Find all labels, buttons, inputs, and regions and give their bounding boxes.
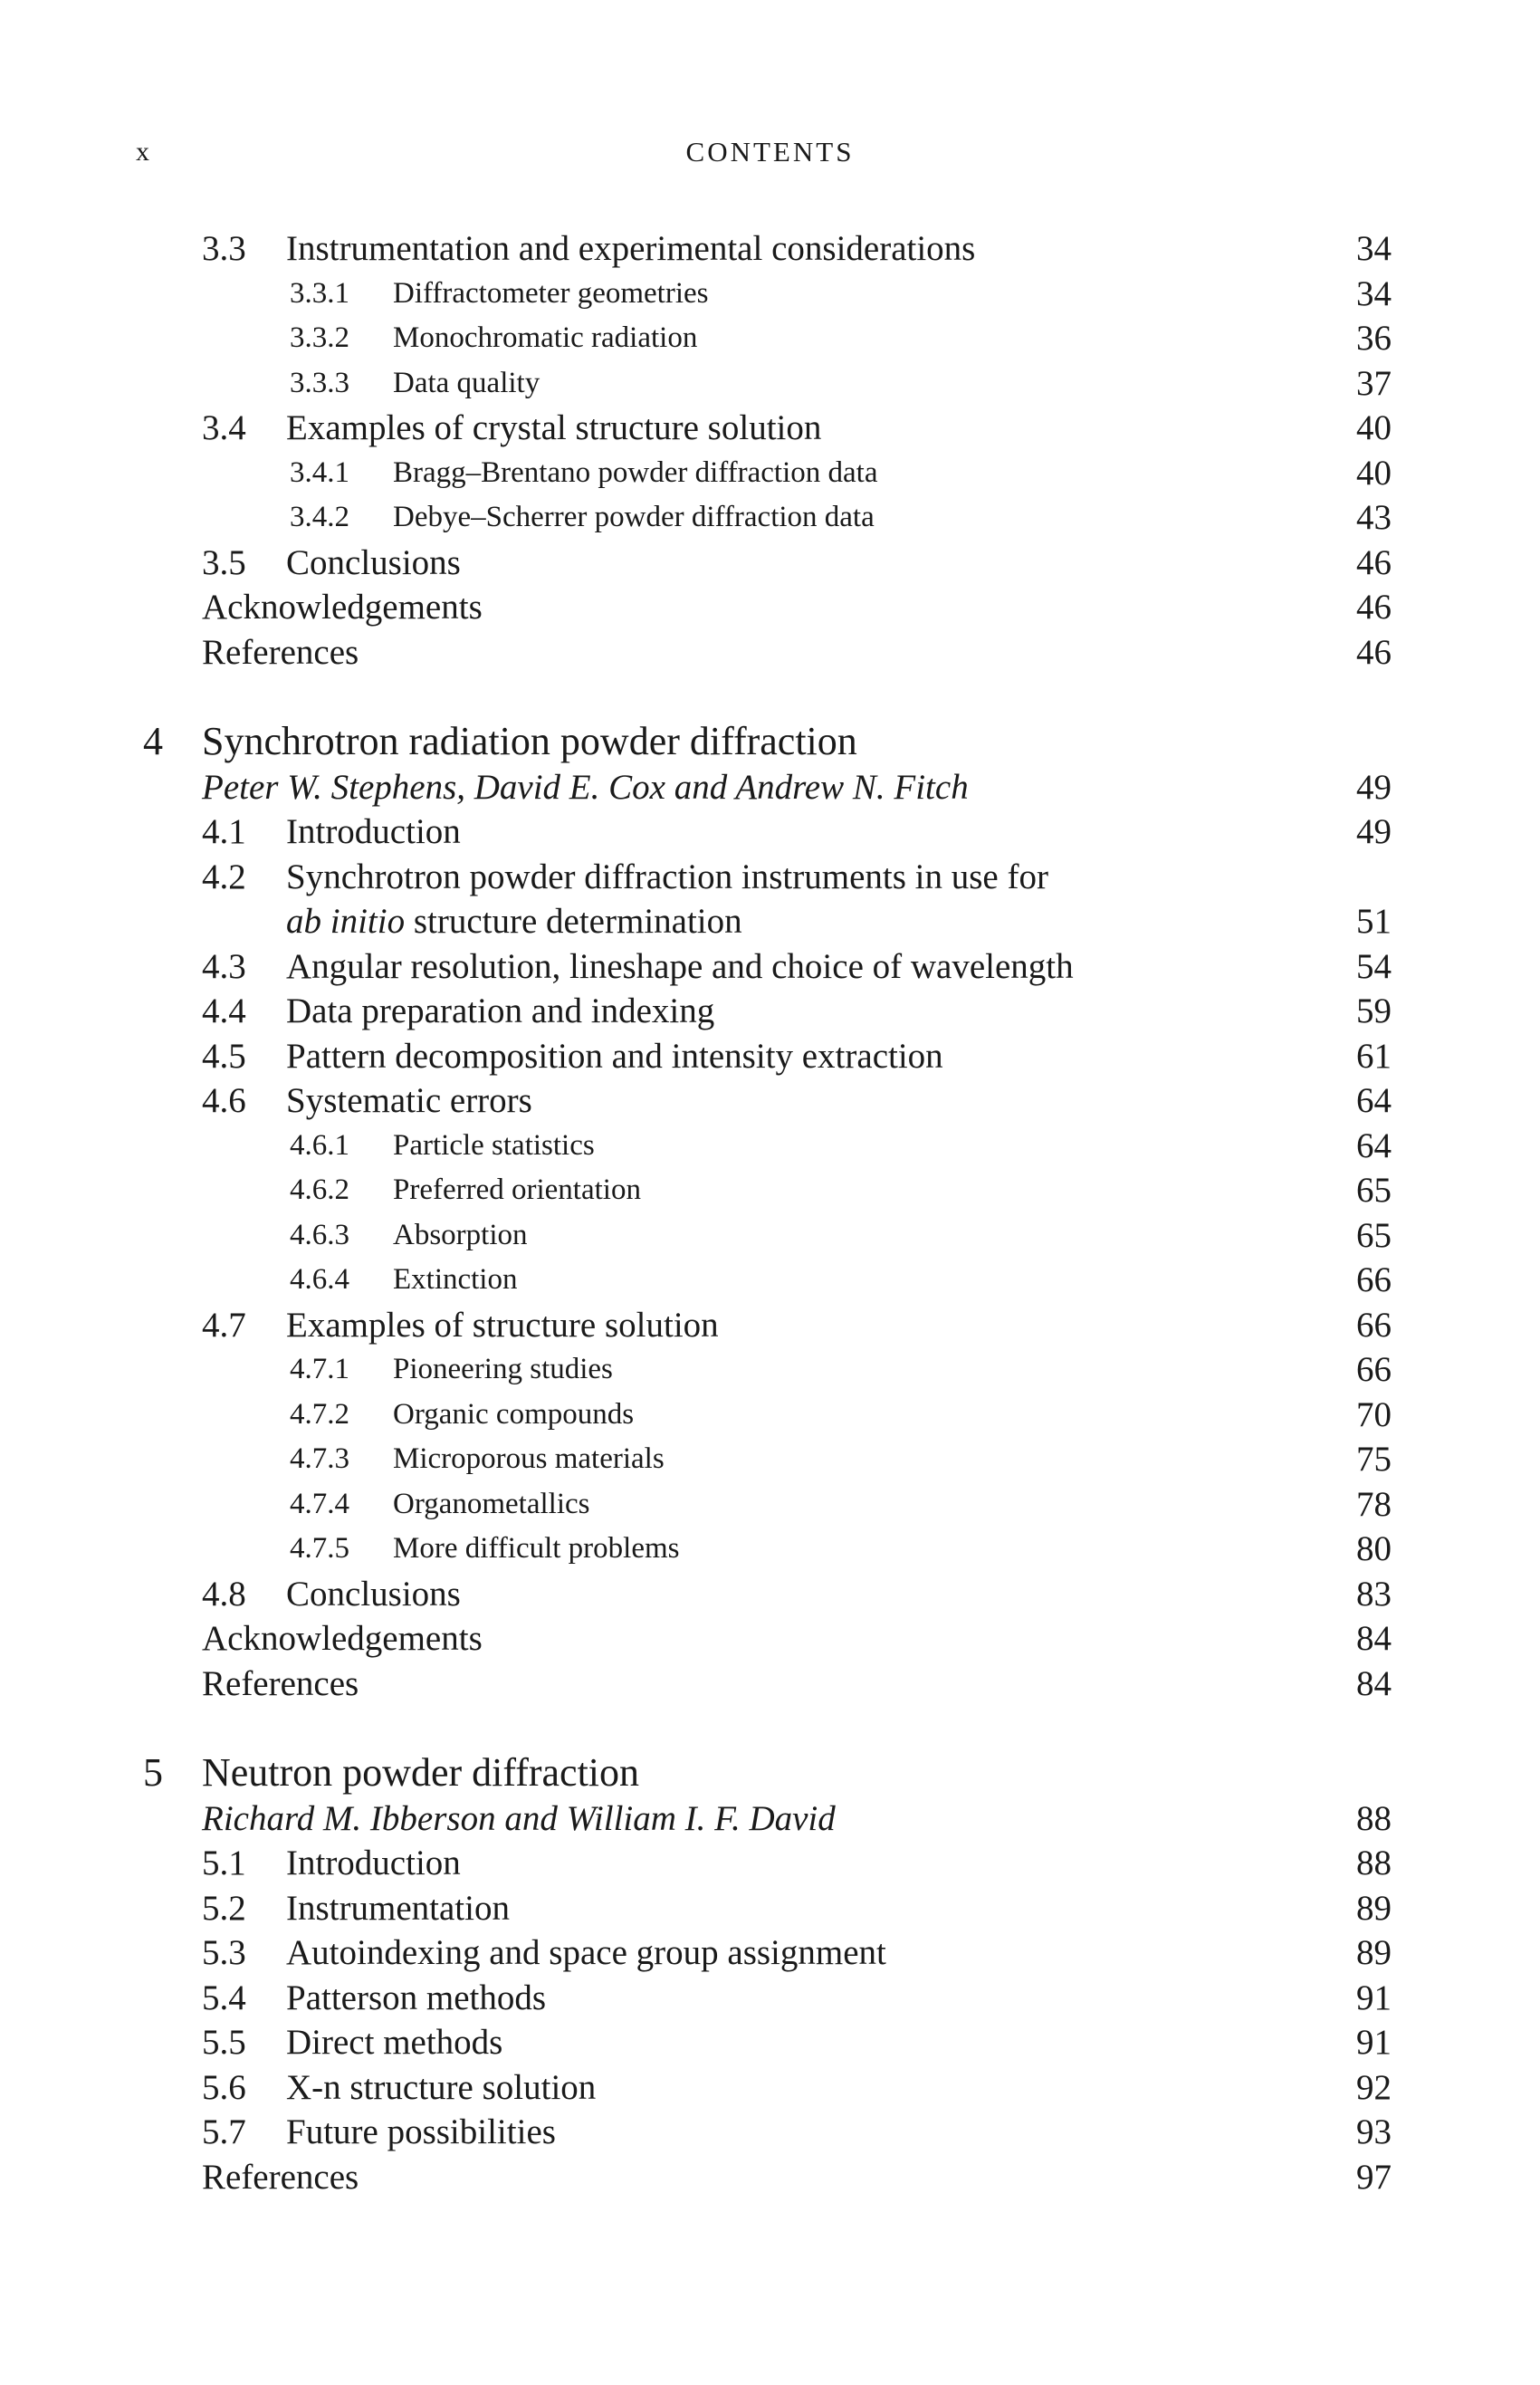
page-number: 46 [1356, 588, 1392, 627]
page-number: 84 [1356, 1619, 1392, 1658]
section-number: 5.4 [202, 1978, 246, 2017]
page-number: 49 [1356, 767, 1392, 807]
italic-term: ab initio [286, 902, 406, 941]
page-number: 80 [1356, 1529, 1392, 1568]
entry-title: References [202, 1663, 359, 1703]
toc-entry-4-8[interactable] [0, 1570, 1540, 1615]
section-title: Synchrotron powder diffraction instruments in use for [286, 857, 1048, 896]
toc-entry-4-6-4[interactable] [0, 1256, 1540, 1301]
entry-title: References [202, 632, 359, 672]
subsection-title: Debye–Scherrer powder diffraction data [393, 501, 875, 533]
toc-entry-5-3[interactable] [0, 1929, 1540, 1974]
section-number: 5.6 [202, 2067, 246, 2107]
section-title: Pattern decomposition and intensity extraction [286, 1036, 943, 1076]
subsection-title: Diffractometer geometries [393, 276, 709, 310]
subsection-title: Data quality [393, 366, 540, 399]
toc-entry-5-7[interactable] [0, 2108, 1540, 2153]
section-number: 4.5 [202, 1036, 246, 1076]
subsection-title: Absorption [393, 1218, 528, 1251]
toc-entry-3-4-2[interactable] [0, 493, 1540, 539]
subsection-title: More difficult problems [393, 1532, 680, 1565]
page-folio: x [136, 137, 149, 167]
page-number: 61 [1356, 1036, 1392, 1076]
section-title: Systematic errors [286, 1081, 532, 1120]
page-number: 66 [1356, 1350, 1392, 1389]
section-number: 4.7 [202, 1305, 246, 1345]
subsection-title: Pioneering studies [393, 1353, 613, 1385]
page-number: 34 [1356, 229, 1392, 268]
toc-entry-4-7-2[interactable] [0, 1391, 1540, 1436]
chapter-4-authors [0, 763, 1540, 809]
section-number: 5.1 [202, 1844, 246, 1882]
section-number: 4.1 [202, 812, 246, 851]
subsection-title: Organometallics [393, 1487, 590, 1520]
page-number: 92 [1356, 2067, 1392, 2107]
section-title: Angular resolution, lineshape and choice of wavelength [286, 946, 1074, 986]
page-number: 66 [1356, 1260, 1392, 1299]
section-number: 5.5 [202, 2023, 246, 2062]
page-number: 84 [1356, 1663, 1392, 1703]
subsection-number: 4.6.3 [290, 1218, 349, 1251]
page-number: 51 [1356, 902, 1392, 941]
toc-entry-4-5[interactable] [0, 1032, 1540, 1078]
chapter-5-heading[interactable] [0, 1749, 1540, 1795]
page-number: 37 [1356, 363, 1392, 403]
page-number: 88 [1356, 1844, 1392, 1882]
section-number: 4.3 [202, 946, 246, 986]
toc-entry-5-1[interactable] [0, 1839, 1540, 1884]
section-title: X-n structure solution [286, 2067, 597, 2107]
entry-title: References [202, 2157, 359, 2197]
chapter-authors: Peter W. Stephens, David E. Cox and Andrew N. Fitch [202, 767, 969, 807]
toc-entry-5-5[interactable] [0, 2018, 1540, 2064]
section-title: Autoindexing and space group assignment [286, 1933, 886, 1972]
toc-entry-ch3-acknowledgements[interactable] [0, 583, 1540, 628]
subsection-number: 4.7.1 [290, 1353, 349, 1385]
section-title: Instrumentation and experimental considerations [286, 229, 976, 268]
section-number: 4.8 [202, 1574, 246, 1614]
chapter-number: 4 [143, 719, 163, 763]
subsection-number: 3.3.1 [290, 276, 349, 310]
page-number: 54 [1356, 946, 1392, 986]
toc-entry-ch4-references[interactable] [0, 1660, 1540, 1705]
subsection-title: Monochromatic radiation [393, 321, 698, 354]
section-title: Future possibilities [286, 2112, 556, 2151]
subsection-number: 4.6.4 [290, 1263, 349, 1296]
toc-entry-4-6[interactable] [0, 1077, 1540, 1122]
section-number: 5.7 [202, 2112, 246, 2151]
page-number: 97 [1356, 2157, 1392, 2197]
page-number: 36 [1356, 319, 1392, 358]
toc-entry-4-6-2[interactable] [0, 1166, 1540, 1212]
subsection-title: Particle statistics [393, 1128, 595, 1162]
toc-entry-4-4[interactable] [0, 987, 1540, 1032]
section-number: 5.2 [202, 1888, 246, 1928]
toc-entry-5-2[interactable] [0, 1884, 1540, 1930]
section-title: Data preparation and indexing [286, 991, 715, 1030]
subsection-title: Extinction [393, 1263, 518, 1296]
toc-entry-3-3-1[interactable] [0, 270, 1540, 315]
toc-entry-3-4[interactable] [0, 404, 1540, 449]
running-head-title: CONTENTS [685, 136, 855, 168]
section-number: 5.3 [202, 1933, 246, 1972]
subsection-number: 3.3.3 [290, 366, 349, 399]
chapter-5-authors [0, 1795, 1540, 1840]
page-number: 43 [1356, 498, 1392, 537]
toc-entry-4-3[interactable] [0, 943, 1540, 988]
chapter-title: Neutron powder diffraction [202, 1750, 640, 1795]
section-number: 4.4 [202, 991, 246, 1030]
toc-entry-4-7-3[interactable] [0, 1435, 1540, 1480]
chapter-number: 5 [143, 1750, 163, 1795]
chapter-4-heading[interactable] [0, 718, 1540, 763]
entry-title: Acknowledgements [202, 1619, 483, 1658]
subsection-title: Microporous materials [393, 1442, 665, 1475]
page-number: 59 [1356, 991, 1392, 1030]
section-number: 4.2 [202, 857, 246, 896]
section-title-rest: structure determination [405, 902, 742, 941]
toc-entry-3-5[interactable] [0, 539, 1540, 584]
toc-entry-4-2[interactable] [0, 853, 1540, 898]
toc-entry-ch4-acknowledgements[interactable] [0, 1614, 1540, 1660]
section-title: Direct methods [286, 2023, 503, 2062]
subsection-number: 4.7.3 [290, 1442, 349, 1475]
toc-entry-4-7-5[interactable] [0, 1525, 1540, 1570]
section-number: 3.3 [202, 229, 246, 268]
page-number: 64 [1356, 1081, 1392, 1120]
subsection-title: Organic compounds [393, 1397, 635, 1431]
section-number: 4.6 [202, 1081, 246, 1120]
page-number: 65 [1356, 1171, 1392, 1210]
section-title: Instrumentation [286, 1888, 510, 1928]
page-number: 40 [1356, 453, 1392, 493]
section-title: Introduction [286, 812, 461, 851]
subsection-number: 3.4.2 [290, 501, 349, 533]
section-title: Examples of crystal structure solution [286, 408, 822, 447]
page-number: 65 [1356, 1215, 1392, 1255]
toc-entry-4-6-1[interactable] [0, 1122, 1540, 1167]
table-of-contents [0, 225, 1540, 2198]
page-number: 40 [1356, 408, 1392, 447]
toc-entry-4-6-3[interactable] [0, 1212, 1540, 1257]
page-number: 46 [1356, 542, 1392, 582]
subsection-title: Bragg–Brentano powder diffraction data [393, 455, 878, 489]
section-title-continued [286, 901, 742, 942]
chapter-title: Synchrotron radiation powder diffraction [202, 719, 857, 763]
toc-entry-ch5-references[interactable] [0, 2153, 1540, 2198]
section-title: Introduction [286, 1844, 461, 1882]
running-head [0, 134, 1540, 170]
page-number: 91 [1356, 1978, 1392, 2017]
page-number: 49 [1356, 812, 1392, 851]
section-title: Conclusions [286, 542, 461, 582]
toc-entry-4-7-4[interactable] [0, 1480, 1540, 1526]
subsection-number: 4.7.4 [290, 1487, 349, 1520]
section-number: 3.4 [202, 408, 246, 447]
page-number: 78 [1356, 1484, 1392, 1524]
section-title: Examples of structure solution [286, 1305, 719, 1345]
subsection-number: 4.7.2 [290, 1397, 349, 1431]
page-number: 64 [1356, 1125, 1392, 1165]
page-number: 66 [1356, 1305, 1392, 1345]
page-number: 34 [1356, 273, 1392, 313]
subsection-number: 4.6.1 [290, 1128, 349, 1162]
subsection-number: 3.4.1 [290, 455, 349, 489]
subsection-number: 4.6.2 [290, 1173, 349, 1206]
page-number: 89 [1356, 1888, 1392, 1928]
toc-entry-ch3-references[interactable] [0, 628, 1540, 674]
section-title: Conclusions [286, 1574, 461, 1614]
page-number: 83 [1356, 1574, 1392, 1614]
page-number: 88 [1356, 1798, 1392, 1838]
toc-entry-5-6[interactable] [0, 2064, 1540, 2109]
toc-entry-3-3-2[interactable] [0, 314, 1540, 359]
entry-title: Acknowledgements [202, 588, 483, 627]
subsection-number: 3.3.2 [290, 321, 349, 354]
page-number: 70 [1356, 1394, 1392, 1434]
toc-entry-3-3-3[interactable] [0, 359, 1540, 405]
page-number: 91 [1356, 2023, 1392, 2062]
page-number: 46 [1356, 632, 1392, 672]
page-number: 93 [1356, 2112, 1392, 2151]
chapter-authors: Richard M. Ibberson and William I. F. David [202, 1798, 836, 1838]
page-number: 75 [1356, 1440, 1392, 1479]
section-number: 3.5 [202, 542, 246, 582]
toc-entry-4-1[interactable] [0, 808, 1540, 853]
toc-entry-4-2-continued[interactable] [0, 897, 1540, 943]
page-number: 89 [1356, 1933, 1392, 1972]
toc-entry-4-7-1[interactable] [0, 1346, 1540, 1391]
subsection-title: Preferred orientation [393, 1173, 641, 1206]
toc-entry-3-3[interactable] [0, 225, 1540, 270]
toc-entry-3-4-1[interactable] [0, 449, 1540, 494]
toc-entry-5-4[interactable] [0, 1974, 1540, 2019]
toc-entry-4-7[interactable] [0, 1301, 1540, 1346]
subsection-number: 4.7.5 [290, 1532, 349, 1565]
section-title: Patterson methods [286, 1978, 547, 2017]
